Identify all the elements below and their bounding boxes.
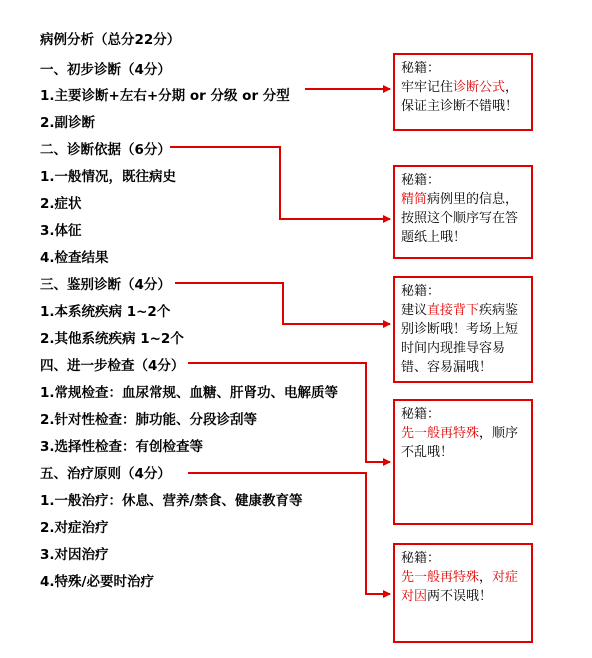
tip-highlight: 诊断公式 [453, 80, 506, 95]
section-heading-diagnosis: 一、初步诊断（4分） [40, 62, 171, 78]
tip-text: ，保证主诊断不错哦！ [401, 80, 519, 114]
tip-title: 秘籍： [401, 61, 441, 76]
tip-highlight: 精简 [401, 192, 428, 207]
list-item: 1.主要诊断+左右+分期 or 分级 or 分型 [40, 88, 290, 104]
tip-box [393, 165, 533, 259]
list-item: 4.检查结果 [40, 250, 109, 266]
list-item: 1.一般情况，既往病史 [40, 169, 177, 185]
list-item: 2.症状 [40, 196, 82, 212]
tip-text: ，顺序不乱哦！ [401, 426, 519, 460]
section-heading-basis: 二、诊断依据（6分） [40, 142, 171, 158]
tip-text: 建议 [401, 303, 428, 318]
list-item: 1.常规检查：血尿常规、血糖、肝肾功、电解质等 [40, 385, 339, 401]
tip-box [393, 276, 533, 383]
tip-highlight: 先一般再特殊 [401, 570, 480, 585]
list-item: 3.选择性检查：有创检查等 [40, 439, 204, 455]
tip-text: 牢牢记住 [401, 80, 454, 95]
tip-title: 秘籍： [401, 284, 441, 299]
list-item: 4.特殊/必要时治疗 [40, 574, 154, 590]
tip-text: 疾病鉴别诊断哦！考场上短时间内现推导容易错、容易漏哦！ [401, 303, 519, 375]
arrow-connector [188, 473, 390, 594]
section-heading-treatment: 五、治疗原则（4分） [40, 466, 171, 482]
section-heading-further-exam: 四、进一步检查（4分） [40, 358, 185, 374]
tip-highlight: 先一般再特殊 [401, 426, 480, 441]
tip-title: 秘籍： [401, 173, 441, 188]
list-item: 2.其他系统疾病 1~2个 [40, 331, 184, 347]
list-item: 3.体征 [40, 223, 82, 239]
arrow-connector [175, 283, 390, 324]
tip-title: 秘籍： [401, 551, 441, 566]
tip-title: 秘籍： [401, 407, 441, 422]
section-heading-differential: 三、鉴别诊断（4分） [40, 277, 171, 293]
list-item: 2.对症治疗 [40, 520, 109, 536]
tip-box [393, 399, 533, 525]
tip-highlight: 直接背下 [427, 303, 480, 318]
tip-box [393, 53, 533, 131]
list-item: 1.本系统疾病 1~2个 [40, 304, 171, 320]
tip-box [393, 543, 533, 643]
tip-text: 两不误哦！ [427, 589, 493, 604]
arrow-connector [170, 147, 390, 219]
title: 病例分析（总分22分） [40, 32, 181, 48]
tip-text: 病例里的信息，按照这个顺序写在答题纸上哦！ [401, 192, 519, 245]
list-item: 2.副诊断 [40, 115, 96, 131]
list-item: 3.对因治疗 [40, 547, 109, 563]
tip-highlight: 对症对因 [401, 570, 519, 604]
tip-text: ， [479, 570, 493, 585]
arrow-connector [188, 363, 390, 462]
list-item: 2.针对性检查：肺功能、分段诊刮等 [40, 412, 258, 428]
list-item: 1.一般治疗：休息、营养/禁食、健康教育等 [40, 493, 303, 509]
